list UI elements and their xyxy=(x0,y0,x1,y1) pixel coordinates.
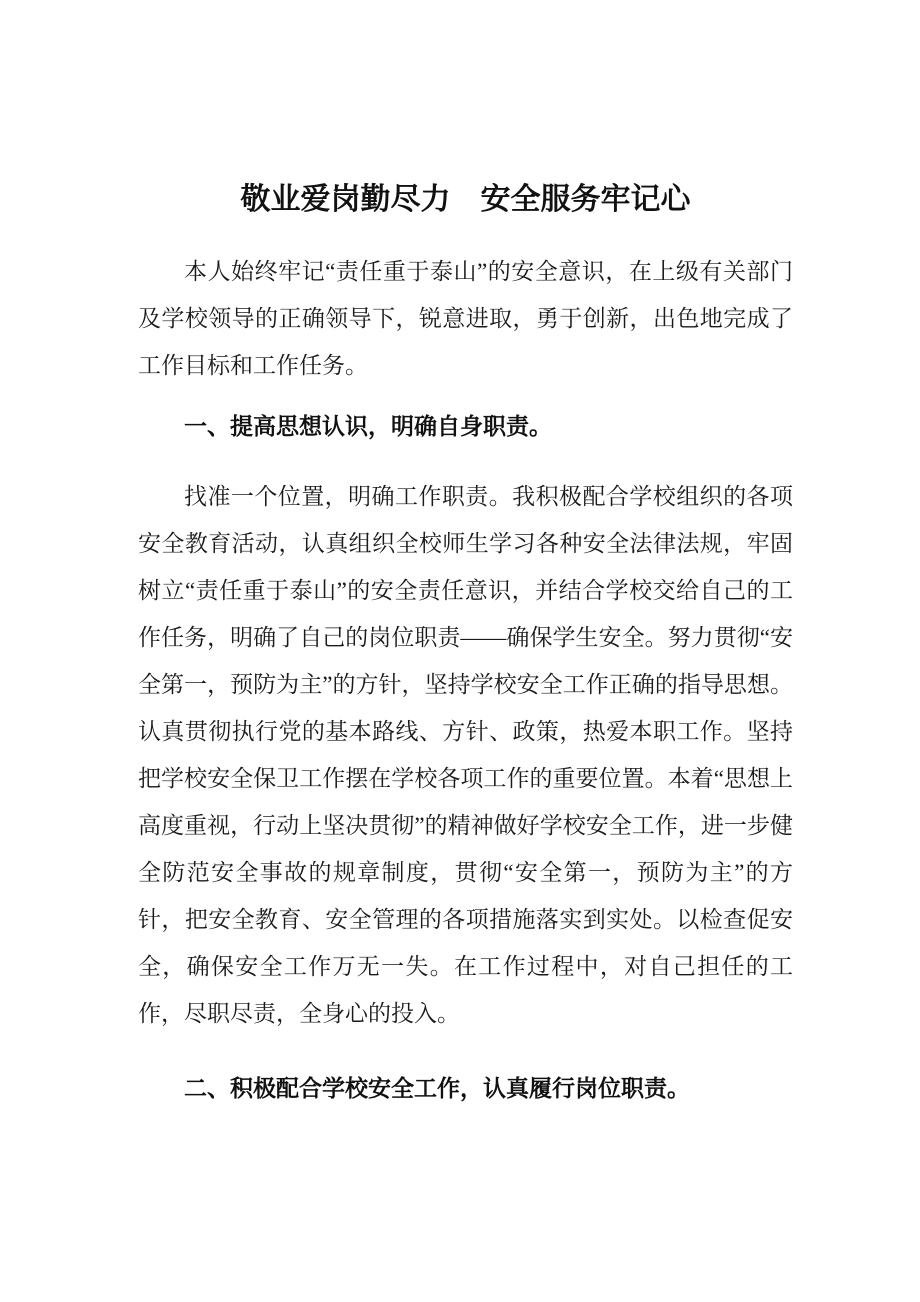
section-2-heading: 二、积极配合学校安全工作，认真履行岗位职责。 xyxy=(184,1075,690,1101)
document-title: 敬业爱岗勤尽力 安全服务牢记心 xyxy=(240,183,691,216)
section-1-paragraph: 找准一个位置，明确工作职责。我积极配合学校组织的各项安全教育活动，认真组织全校师生学习各种安全法律法规，牢固树立“责任重于泰山”的安全责任意识，并结合学校交给自己的工作任务，明确了自己的岗位职责——确保学生安全。努力贯彻“安全第一，预防为主”的方针，坚持学校安全工作正确的指导思想。认真贯彻执行党的基本路线、方针、政策，热爱本职工作。坚持把学校安全保卫工作摆在学校各项工作的重要位置。本着“思想上高度重视，行动上坚决贯彻”的精神做好学校安全工作，进一步健全防范安全事故的规章制度，贯彻“安全第一，预防为主”的方针，把安全教育、安全管理的各项措施落实到实处。以检查促安全，确保安全工作万无一失。在工作过程中，对自己担任的工作，尽职尽责，全身心的投入。 xyxy=(138,484,793,1026)
intro-paragraph: 本人始终牢记“责任重于泰山”的安全意识，在上级有关部门及学校领导的正确领导下，锐意进取，勇于创新，出色地完成了工作目标和工作任务。 xyxy=(138,259,793,378)
section-1-heading: 一、提高思想认识，明确自身职责。 xyxy=(184,413,552,439)
